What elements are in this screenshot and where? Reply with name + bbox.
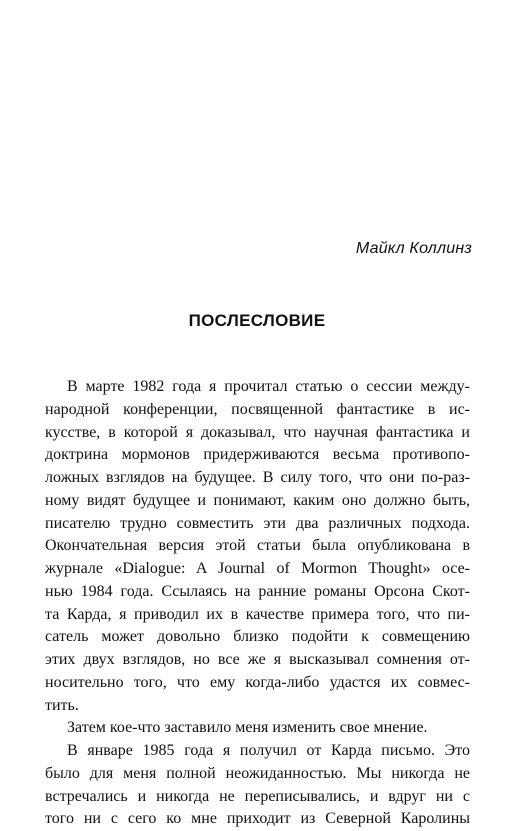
body-text [45, 376, 470, 831]
text-line: сатель может довольно близко подойти к совмещению [45, 628, 470, 646]
chapter-title: ПОСЛЕСЛОВИЕ [188, 311, 326, 330]
paragraph-2 [45, 717, 470, 740]
text-line: народной конференции, посвященной фантастике в ис- [45, 400, 470, 418]
text-line: В январе 1985 года я получил от Карда письмо. Это [67, 742, 470, 759]
text-line: Затем кое-что заставило меня изменить свое мнение. [67, 719, 428, 737]
author-name: Майкл Коллинз [355, 240, 472, 257]
text-line: нью 1984 года. Ссылаясь на ранние романы Орсона Скот- [45, 582, 470, 600]
text-line: Окончательная версия этой статьи была опубликована в [45, 537, 470, 555]
text-line: писателю трудно совместить эти два различных подхода. [45, 514, 470, 532]
text-line: этих двух взглядов, но все же я высказывал сомнения от- [45, 651, 470, 668]
text-line: доктрина мормонов придерживаются весьма противопо- [45, 446, 470, 464]
text-line: В марте 1982 года я прочитал статью о сессии между- [67, 378, 470, 395]
text-line: та Карда, я приводил их в качестве примера того, что пи- [45, 605, 470, 623]
text-line: носительно того, что ему когда-либо удастся их совмес- [45, 673, 470, 691]
paragraph-3 [45, 740, 470, 831]
text-line: ложных взглядов на будущее. В силу того, что они по-раз- [45, 469, 470, 486]
text-line: тить. [45, 696, 79, 714]
text-line: ному видят будущее и понимают, каким оно должно быть, [45, 491, 470, 509]
paragraph-1 [45, 376, 470, 717]
text-line: кусстве, в которой я доказывал, что научная фантастика и [45, 423, 470, 441]
text-line: было для меня полной неожиданностью. Мы никогда не [45, 764, 470, 782]
text-line: журнале «Dialogue: A Journal of Mormon Thought» осе- [45, 560, 470, 577]
text-line: встречались и никогда не переписывались, и вдруг ни с [45, 787, 470, 805]
text-line: того ни с сего ко мне приходит из Северной Каролины [45, 810, 470, 828]
